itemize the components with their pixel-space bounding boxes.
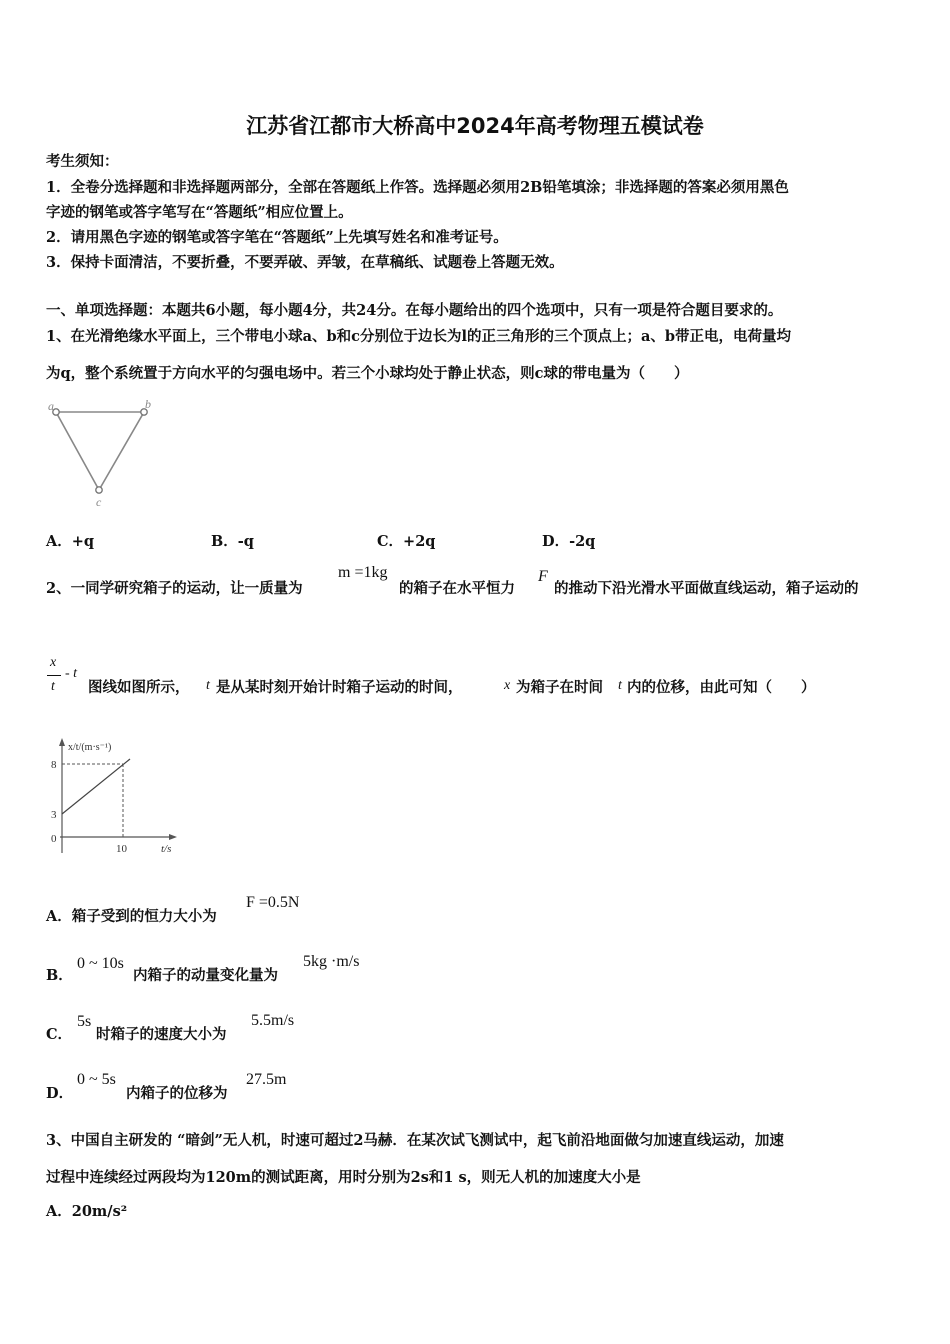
q1-option-a: A．+q — [46, 533, 95, 550]
q3-line-2: 过程中连续经过两段均为120m的测试距离，用时分别为2s和1 s，则无人机的加速度大小是 — [46, 1169, 641, 1186]
notice-item-3: 3．保持卡面清洁，不要折叠，不要弄破、弄皱，在草稿纸、试题卷上答题无效。 — [46, 254, 564, 271]
q2-line-2a: 图线如图所示， — [88, 679, 190, 696]
page-title: 江苏省江都市大桥高中2024年高考物理五模试卷 — [246, 114, 704, 138]
q1-option-b: B．-q — [211, 533, 254, 550]
q2-fraction-bar — [47, 675, 61, 676]
q2-option-c-label: C． — [46, 1026, 73, 1043]
vertex-label-b: b — [145, 398, 151, 411]
graph-ylabel: x/t/(m·s⁻¹) — [68, 742, 112, 753]
q1-line-2: 为q，整个系统置于方向水平的匀强电场中。若三个小球均处于静止状态，则c球的带电量为（ ） — [46, 365, 689, 382]
q2-line-1b: 的箱子在水平恒力 — [399, 580, 515, 597]
q2-option-d-label: D． — [46, 1085, 74, 1102]
notice-item-2: 2．请用黑色字迹的钢笔或答字笔在“答题纸”上先填写姓名和准考证号。 — [46, 229, 508, 246]
q2-t-symbol: t — [206, 678, 210, 693]
q2-option-c-value: 5.5m/s — [251, 1012, 295, 1029]
q2-force-symbol: F — [538, 568, 548, 585]
q2-dash-t: - t — [65, 666, 78, 681]
q2-option-d-text: 内箱子的位移为 — [126, 1085, 228, 1102]
q2-fraction-t: t — [51, 679, 55, 694]
graph-data-line — [62, 759, 130, 814]
notice-item-1b: 字迹的钢笔或答字笔写在“答题纸”相应位置上。 — [46, 204, 353, 221]
graph-y-tick-8: 8 — [51, 759, 57, 771]
q2-t-symbol-2: t — [618, 678, 622, 693]
graph-x-arrow — [169, 834, 177, 840]
q2-option-c-text: 时箱子的速度大小为 — [96, 1026, 227, 1043]
q2-option-d-value: 27.5m — [246, 1071, 287, 1088]
graph-origin: 0 — [51, 833, 57, 845]
q2-fraction-x: x — [50, 655, 57, 670]
notice-item-1a: 1．全卷分选择题和非选择题两部分，全部在答题纸上作答。选择题必须用2B铅笔填涂；非选择题的答案必须用黑色 — [46, 179, 789, 196]
q2-line-2b: 是从某时刻开始计时箱子运动的时间， — [216, 679, 463, 696]
q2-option-b-value: 5kg ·m/s — [303, 953, 360, 970]
q1-option-d: D．-2q — [542, 533, 596, 550]
graph-y-arrow — [59, 738, 65, 746]
q3-line-1: 3、中国自主研发的 “暗剑”无人机，时速可超过2马赫．在某次试飞测试中，起飞前沿地面做匀加速直线运动，加速 — [46, 1132, 784, 1149]
vertex-label-c: c — [96, 495, 102, 509]
q2-option-a-value: F =0.5N — [246, 894, 300, 911]
section-heading: 一、单项选择题：本题共6小题，每小题4分，共24分。在每小题给出的四个选项中，只有一项是符合题目要求的。 — [46, 302, 783, 319]
q2-option-b-text: 内箱子的动量变化量为 — [133, 967, 278, 984]
q2-x-symbol: x — [504, 678, 511, 693]
q1-line-1: 1、在光滑绝缘水平面上，三个带电小球a、b和c分别位于边长为l的正三角形的三个顶点上；a、b带正电，电荷量均 — [46, 328, 791, 345]
vertex-label-a: a — [48, 399, 54, 413]
q2-line-1c: 的推动下沿光滑水平面做直线运动，箱子运动的 — [554, 580, 859, 597]
graph-y-tick-3: 3 — [51, 809, 57, 821]
q2-option-d-range: 0 ~ 5s — [77, 1071, 116, 1088]
q3-option-a: A．20m/s² — [46, 1203, 128, 1220]
q2-line-2c: 为箱子在时间 — [516, 679, 603, 696]
q1-option-c: C．+2q — [377, 533, 436, 550]
q2-line-2d: 内的位移，由此可知（ ） — [627, 679, 816, 696]
graph-x-tick-10: 10 — [116, 843, 127, 855]
notice-heading: 考生须知： — [46, 153, 119, 170]
xt-graph — [44, 735, 184, 860]
graph-xlabel: t/s — [161, 843, 172, 855]
triangle-figure — [44, 398, 164, 513]
q2-line-1a: 2、一同学研究箱子的运动，让一质量为 — [46, 580, 303, 597]
q2-option-b-range: 0 ~ 10s — [77, 955, 124, 972]
q2-option-a-label: A．箱子受到的恒力大小为 — [46, 908, 217, 925]
q2-option-b-label: B． — [46, 967, 73, 984]
q2-mass: m =1kg — [338, 564, 388, 581]
q2-option-c-time: 5s — [77, 1013, 92, 1030]
